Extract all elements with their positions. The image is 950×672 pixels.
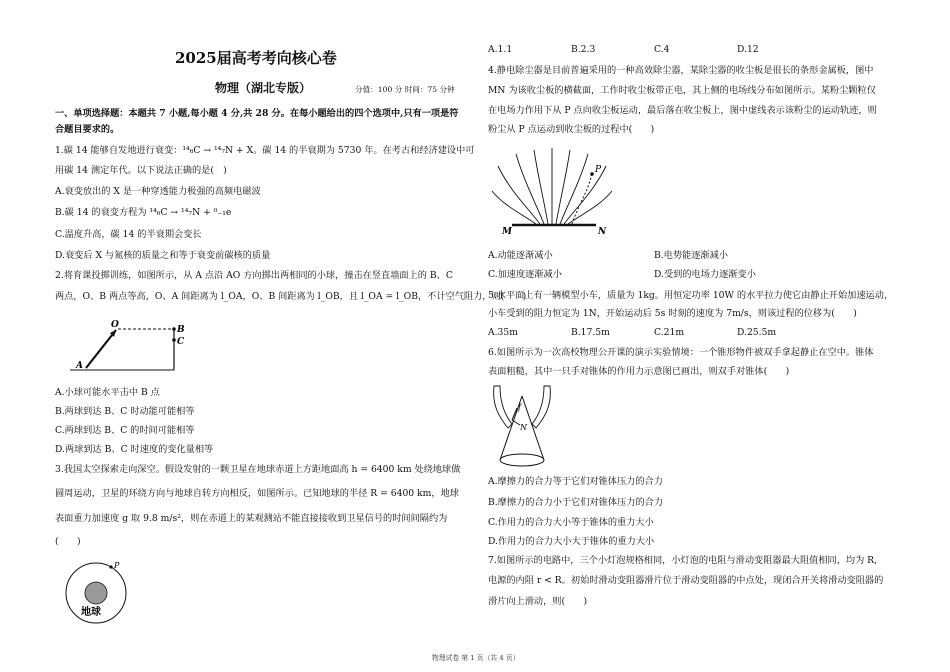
q2-label-b: B: [177, 325, 185, 335]
q4-dust-path: [572, 174, 592, 224]
q2-stem: 2.将育课投掷训练，如图所示，从 A 点沿 AO 方向掷出两相同的小球，撞击在竖直墙面上的 B、C: [55, 270, 453, 281]
q4-point-p: [590, 172, 594, 176]
q6-stem: 6.如图所示为一次高校物理公开课的演示实验情境：一个锥形物件被双手拿起静止在空中。锥体: [488, 347, 874, 358]
q5-stem-cont: 小车受到的阻力恒定为 1N，开始运动后 5s 时刻的速度为 7m/s，则该过程的位移为( ): [488, 308, 857, 319]
q4-option-b: B.电势能逐渐减小: [654, 250, 728, 261]
q3-option-b: B.2.3: [571, 44, 596, 55]
section-heading-cont: 合题目要求的。: [55, 124, 120, 135]
q4-stem-cont2: 在电场力作用下从 P 点向收尘板运动，最后落在收尘板上，图中虚线表示该粉尘的运动轨迹，则: [488, 105, 877, 116]
q5-stem: 5.水平面上有一辆模型小车，质量为 1kg。用恒定功率 10W 的水平拉力使它由静止开始加速运动，: [488, 290, 894, 301]
q4-figure: [492, 146, 616, 238]
q2-option-a: A.小球可能水平击中 B 点: [55, 387, 160, 398]
q2-throw-arrow: [86, 330, 116, 368]
q4-stem: 4.静电除尘器是目前普遍采用的一种高效除尘器，某除尘器的收尘板是很长的条形金属板，图中: [488, 65, 874, 76]
q6-left-hand: [494, 386, 512, 428]
q4-label-m: M: [502, 227, 512, 237]
exam-title: 2025届高考考向核心卷: [175, 49, 337, 67]
q6-option-c: C.作用力的合力大小等于锥体的重力大小: [488, 517, 654, 528]
q4-label-n: N: [598, 227, 607, 237]
q6-option-d: D.作用力的合力大小大于锥体的重力大小: [488, 536, 655, 547]
q6-right-hand: [532, 386, 550, 428]
q6-option-b: B.摩擦力的合力小于它们对锥体压力的合力: [488, 497, 664, 508]
q2-label-a: A: [76, 361, 83, 371]
q3-stem-cont3: ( ): [55, 536, 81, 547]
q5-option-c: C.21m: [654, 327, 685, 338]
page-footer: 物理试卷 第 1 页（共 4 页）: [432, 654, 520, 662]
q2-figure: [70, 318, 190, 380]
q4-field-lines: [492, 148, 612, 224]
q4-stem-cont: MN 为该收尘板的横截面，工作时收尘板带正电，其上侧的电场线分布如图所示。某粉尘颗粒仅: [488, 85, 876, 96]
q2-option-d: D.两球到达 B、C 时速度的变化量相等: [55, 444, 214, 455]
q2-label-c: C: [177, 337, 185, 347]
q2-option-b: B.两球到达 B、C 时动能可能相等: [55, 406, 195, 417]
q1-option-b: B.碳 14 的衰变方程为 ¹⁴₆C → ¹⁴₇N + ⁰₋₁e: [55, 207, 232, 218]
exam-subtitle: 物理（湖北专版）: [215, 81, 312, 95]
q2-option-c: C.两球到达 B、C 的时间可能相等: [55, 425, 195, 436]
q6-cone-base: [500, 454, 544, 466]
q1-option-a: A.衰变放出的 X 是一种穿透能力极强的高频电磁波: [55, 186, 261, 197]
q7-stem-cont: 电源的内阻 r < R。初始时滑动变阻器滑片位于滑动变阻器的中点处，现闭合开关将滑动变阻器的: [488, 575, 884, 586]
q2-stem-cont: 两点，O、B 两点等高，O、A 间距离为 l_OA，O、B 间距离为 l_OB，且 l_OA = l_OB，不计空气阻力，则( ): [55, 291, 527, 302]
q6-label-f: f: [518, 403, 521, 412]
q6-option-a: A.摩擦力的合力等于它们对锥体压力的合力: [488, 476, 663, 487]
q3-label-earth: 地球: [81, 607, 101, 618]
q2-point-b: [172, 327, 176, 331]
q3-satellite: [109, 565, 112, 568]
q3-figure: [60, 560, 134, 624]
q6-figure: [490, 384, 554, 474]
q3-earth: [85, 582, 107, 604]
q6-stem-cont: 表面粗糙，其中一只手对锥体的作用力示意图已画出，则双手对锥体( ): [488, 366, 790, 377]
q4-stem-cont3: 粉尘从 P 点运动到收尘板的过程中( ): [488, 124, 655, 135]
q4-option-a: A.动能逐渐减小: [488, 250, 553, 261]
q4-label-p: P: [595, 165, 602, 175]
q3-option-a: A.1.1: [488, 44, 513, 55]
q3-stem-cont2: 表面重力加速度 g 取 9.8 m/s²，则在赤道上的某观测站不能直接接收到卫星信号的时间间隔约为: [55, 513, 448, 524]
q6-label-n: N: [520, 423, 527, 432]
q1-stem-cont: 用碳 14 测定年代。以下说法正确的是( ): [55, 165, 227, 176]
q3-label-p: P: [114, 561, 120, 570]
q5-option-b: B.17.5m: [571, 327, 610, 338]
q3-option-c: C.4: [654, 44, 670, 55]
q2-point-c: [172, 338, 176, 342]
q1-option-d: D.衰变后 X 与氮核的质量之和等于衰变前碳核的质量: [55, 250, 271, 261]
q3-stem-cont: 圆周运动，卫星的环绕方向与地球自转方向相反，如图所示。已知地球的半径 R = 6400 km，地球: [55, 488, 459, 499]
q7-stem-cont2: 滑片向上滑动，则( ): [488, 596, 588, 607]
q5-option-a: A.35m: [488, 327, 518, 338]
q4-option-d: D.受到的电场力逐渐变小: [654, 269, 756, 280]
q2-label-o: O: [111, 320, 119, 330]
q4-option-c: C.加速度逐渐减小: [488, 269, 562, 280]
section-heading: 一、单项选择题：本题共 7 小题,每小题 4 分,共 28 分。在每小题给出的四个选项中,只有一项是符: [55, 108, 459, 119]
q5-option-d: D.25.5m: [737, 327, 777, 338]
q3-option-d: D.12: [737, 44, 759, 55]
q1-stem: 1.碳 14 能够自发地进行衰变：¹⁴₆C → ¹⁴₇N + X。碳 14 的半衰期为 5730 年。在考古和经济建设中可: [55, 145, 475, 156]
q7-stem: 7.如图所示的电路中，三个小灯泡规格相同，小灯泡的电阻与滑动变阻器最大阻值相同，均为 R,: [488, 555, 878, 566]
q1-option-c: C.温度升高，碳 14 的半衰期会变长: [55, 229, 202, 240]
exam-meta: 分值：100 分 时间：75 分钟: [355, 85, 455, 94]
q3-stem: 3.我国太空探索走向深空。假设发射的一颗卫星在地球赤道上方距地面高 h = 6400 km 处绕地球做: [55, 464, 461, 475]
